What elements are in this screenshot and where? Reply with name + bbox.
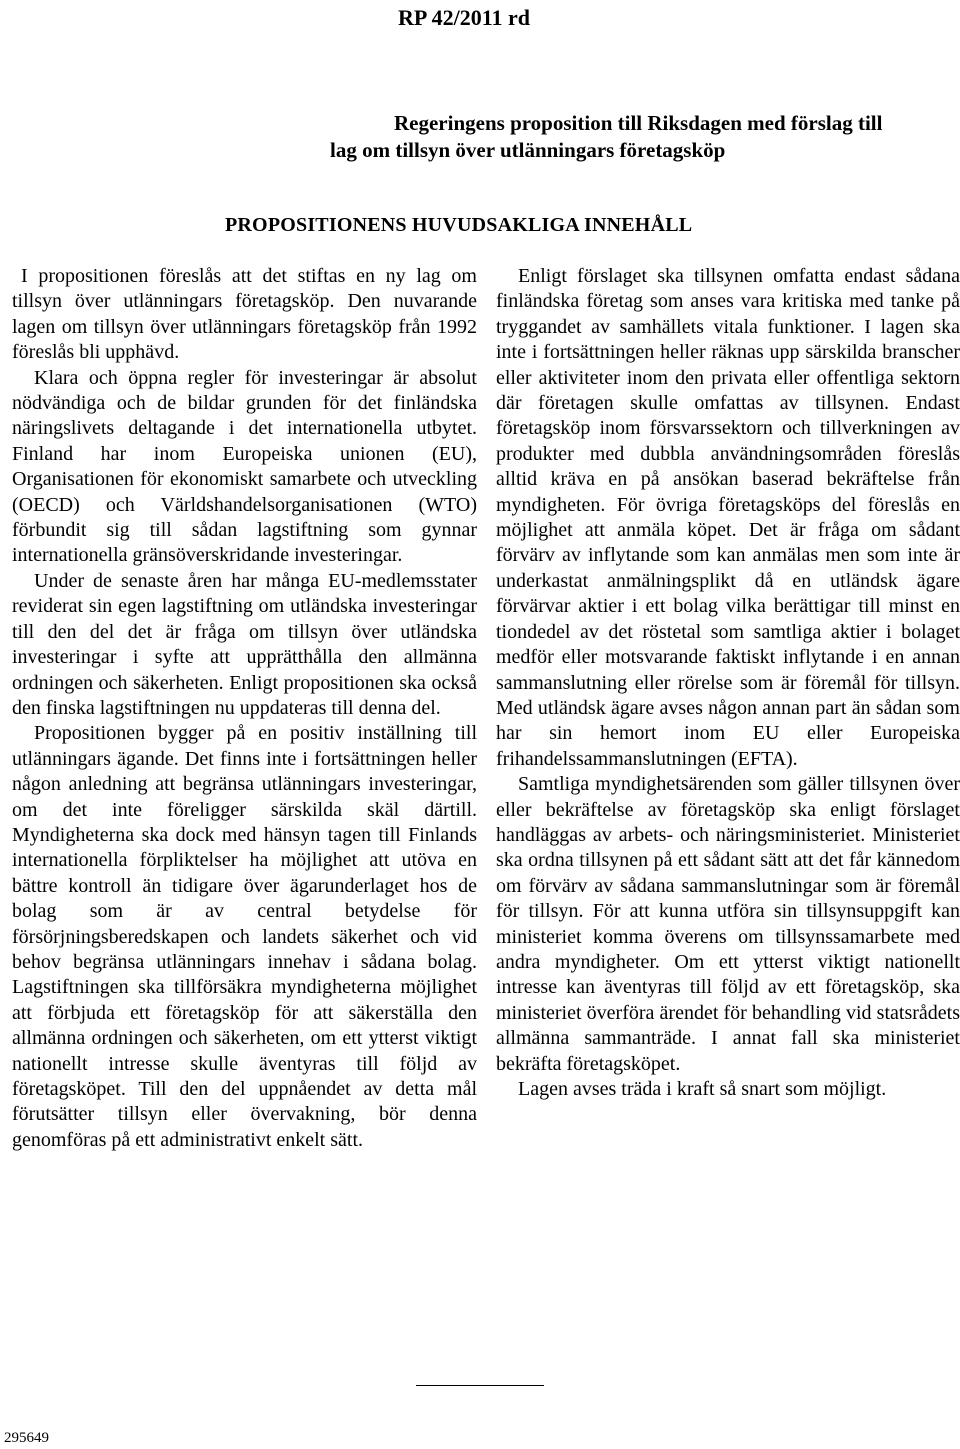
left-paragraph-2: Klara och öppna regler för investeringar är absolut nödvändiga och de bildar grunden för det finländska näringslivets deltagande i det internationella utbytet. Finland har inom Europeiska unionen (EU), Organisationen för ekonomiskt samarbete och utveckling (OECD) och Världshandelsorganisationen (WTO) förbundit sig till sådan lagstiftning som gynnar internationella gränsöverskridande investeringar. [12,366,477,567]
right-paragraph-1: Enligt förslaget ska tillsynen omfatta endast sådana finländska företag som anses vara kritiska med tanke på tryggandet av samhällets vitala funktioner. I lagen ska inte i fortsättningen heller räknas upp särskilda branscher eller aktiviteter inom den privata eller offentliga sektorn där företagen skulle omfattas av tillsynen. Endast företagsköp inom försvarssektorn och tillverkningen av produkter med dubbla användningsområden föreslås alltid kräva en på ansökan baserad bekräftelse från myndigheten. För övriga företagsköps del föreslås en möjlighet att anmäla köpet. Det är fråga om sådant förvärv av inflytande som kan anmälas men som inte är underkastat anmälningsplikt då en utländsk ägare förvärvar aktier i ett bolag vilka berättigar till minst en tiondedel av det röstetal som samtliga aktier i bolaget medför eller motsvarande faktiskt inflytande i en annan sammanslutning eller rörelse som är föremål för tillsyn. Med utländsk ägare avses någon annan part än sådan som har sin hemort inom EU eller Europeiska frihandelssammanslutningen (EFTA). [496,265,960,770]
proposal-title-line-2: lag om tillsyn över utlänningars företagsköp [330,138,726,162]
left-paragraph-3: Under de senaste åren har många EU-medlemsstater reviderat sin egen lagstiftning om utländska investeringar till den del det är fråga om tillsyn över utländska investeringar i syfte att upprätthålla den allmänna ordningen och säkerheten. Enligt propositionen ska också den finska lagstiftningen nu uppdateras till denna del. [12,569,477,719]
proposal-title-line-1: Regeringens proposition till Riksdagen med förslag till [394,111,883,135]
document-id: RP 42/2011 rd [398,5,531,30]
section-heading: PROPOSITIONENS HUVUDSAKLIGA INNEHÅLL [225,214,693,236]
left-paragraph-1: I propositionen föreslås att det stiftas en ny lag om tillsyn över utlänningars företagsköp. Den nuvarande lagen om tillsyn över utlänningars företagsköp från 1992 föreslås bli upphävd. [12,265,477,364]
footnote-divider [416,1385,544,1386]
proposal-title [330,110,940,164]
right-paragraph-3: Lagen avses träda i kraft så snart som möjligt. [518,1078,887,1100]
page-code: 295649 [4,1430,49,1446]
left-column [12,264,477,1153]
right-paragraph-2: Samtliga myndighetsärenden som gäller tillsynen över eller bekräftelse av företagsköp ska enligt förslaget handläggas av arbets- och näringsministeriet. Ministeriet ska ordna tillsynen på ett sådant sätt att det får kännedom om förvärv av sådana sammanslutningar som är föremål för tillsyn. För att kunna utföra sin tillsynsuppgift kan ministeriet komma överens om tillsynssamarbete med andra myndigheter. Om ett ytterst viktigt nationellt intresse kan äventyras till följd av ett företagsköp, ska ministeriet överföra ärendet för behandling vid statsrådets allmänna sammanträde. I annat fall ska ministeriet bekräfta företagsköpet. [496,773,960,1075]
right-column [496,264,960,1102]
left-paragraph-4: Propositionen bygger på en positiv inställning till utlänningars ägande. Det finns inte i fortsättningen heller någon anledning att begränsa utlänningars investeringar, om det inte föreligger särskilda skäl därtill. Myndigheterna ska dock med hänsyn tagen till Finlands internationella förpliktelser ha möjlighet att utöva en bättre kontroll än tidigare över ägarunderlaget hos de bolag som är av central betydelse för försörjningsberedskapen och landets säkerhet och vid behov begränsa utlänningars innehav i sådana bolag. Lagstiftningen ska tillförsäkra myndigheterna möjlighet att förbjuda ett företagsköp för att säkerställa den allmänna ordningen och säkerheten, om ett ytterst viktigt nationellt intresse skulle äventyras till följd av företagsköpet. Till den del uppnåendet av detta mål förutsätter tillsyn eller övervakning, bör denna genomföras på ett administrativt enkelt sätt. [12,722,477,1151]
